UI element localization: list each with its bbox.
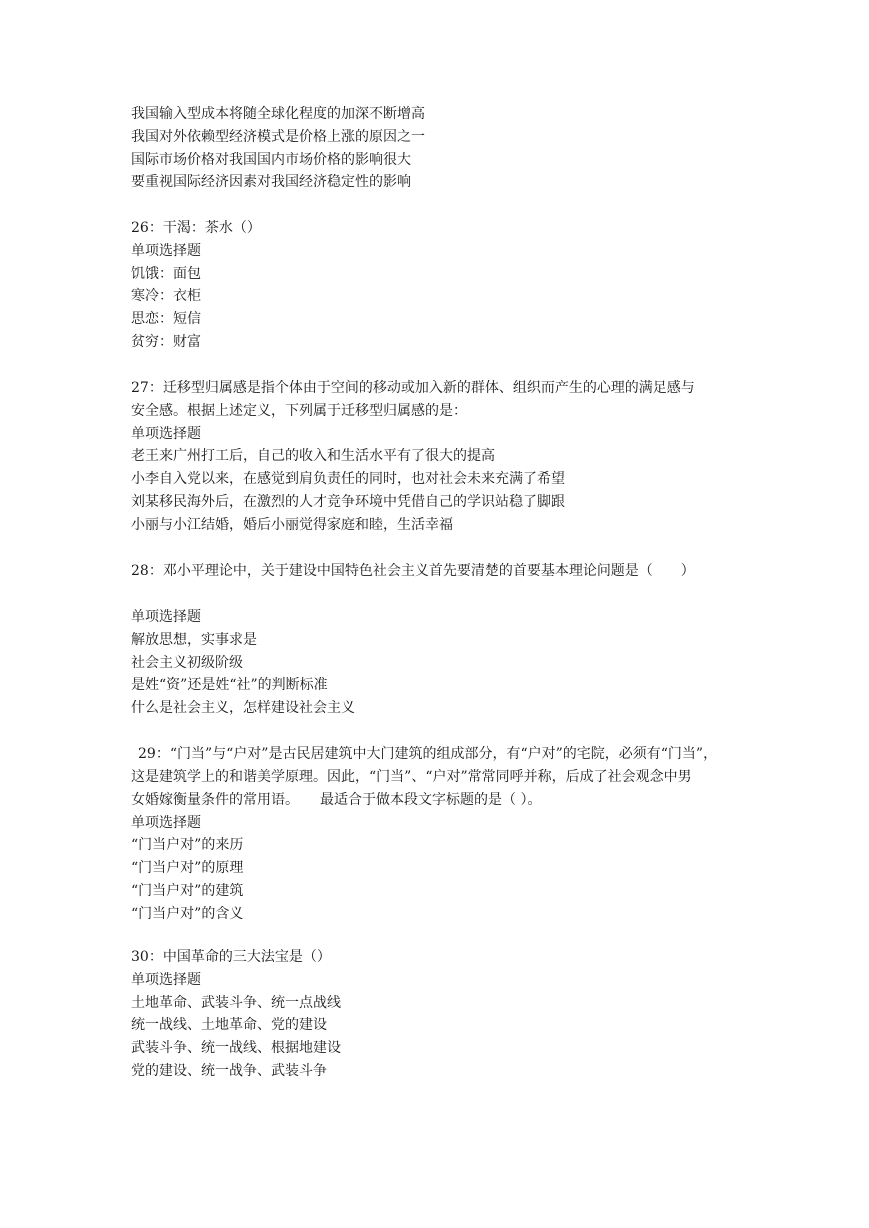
intro-option: 我国输入型成本将随全球化程度的加深不断增高	[131, 106, 425, 122]
option: 武装斗争、统一战线、根据地建设	[131, 1040, 341, 1057]
option: “门当户对”的含义	[131, 905, 244, 922]
intro-option: 我国对外依赖型经济模式是价格上涨的原因之一	[131, 128, 425, 145]
option: “门当户对”的来历	[131, 837, 244, 854]
option: 寒冷：衣柜	[131, 288, 201, 305]
question-stem: 女婚嫁衡量条件的常用语。 最适合于做本段文字标题的是（ ）。	[131, 791, 542, 808]
intro-option: 国际市场价格对我国国内市场价格的影响很大	[131, 151, 411, 168]
question-stem: 安全感。根据上述定义，下列属于迁移型归属感的是：	[131, 402, 467, 419]
option: 什么是社会主义，怎样建设社会主义	[131, 700, 355, 717]
question-29-cont	[131, 766, 741, 926]
option: 刘某移民海外后，在激烈的人才竞争环境中凭借自己的学识站稳了脚跟	[131, 493, 565, 510]
question-28	[131, 560, 741, 583]
option: 思恋：短信	[131, 311, 201, 328]
option: 老王来广州打工后，自己的收入和生活水平有了很大的提高	[131, 448, 495, 465]
question-29	[138, 743, 748, 766]
option: 统一战线、土地革命、党的建设	[131, 1017, 327, 1034]
question-stem: 27：迁移型归属感是指个体由于空间的移动或加入新的群体、组织而产生的心理的满足感与	[131, 380, 695, 396]
intro-option: 要重视国际经济因素对我国经济稳定性的影响	[131, 174, 411, 191]
option: 贫穷：财富	[131, 333, 201, 350]
question-stem: 29：“门当”与“户对”是古民居建筑中大门建筑的组成部分，有“户对”的宅院，必须有“门当”，	[138, 746, 718, 762]
option: 小丽与小江结婚，婚后小丽觉得家庭和睦，生活幸福	[131, 516, 453, 533]
question-26	[131, 217, 741, 354]
question-stem: 26：干渴：茶水（）	[131, 220, 261, 236]
question-27	[131, 377, 741, 537]
option: 解放思想，实事求是	[131, 631, 257, 648]
option: 社会主义初级阶级	[131, 654, 243, 671]
question-type: 单项选择题	[131, 609, 201, 625]
option: 小李自入党以来，在感觉到肩负责任的同时，也对社会未来充满了希望	[131, 471, 565, 488]
intro-options	[131, 103, 741, 194]
question-type: 单项选择题	[131, 814, 201, 831]
option: 土地革命、武装斗争、统一点战线	[131, 994, 341, 1011]
question-stem: 30：中国革命的三大法宝是（）	[131, 949, 331, 965]
question-type: 单项选择题	[131, 242, 201, 259]
option: 是姓“资”还是姓“社”的判断标准	[131, 677, 328, 694]
option: “门当户对”的建筑	[131, 882, 244, 899]
question-type: 单项选择题	[131, 425, 201, 442]
option: 饥饿：面包	[131, 265, 201, 282]
question-28-answers	[131, 606, 741, 720]
question-type: 单项选择题	[131, 971, 201, 988]
question-stem: 这是建筑学上的和谐美学原理。因此，“门当”、“户对”常常同呼并称，后成了社会观念中男	[131, 769, 692, 785]
question-30	[131, 946, 741, 1083]
option: 党的建设、统一战争、武装斗争	[131, 1062, 327, 1079]
question-stem: 28：邓小平理论中，关于建设中国特色社会主义首先要清楚的首要基本理论问题是（ ）	[131, 563, 695, 579]
option: “门当户对”的原理	[131, 860, 244, 877]
